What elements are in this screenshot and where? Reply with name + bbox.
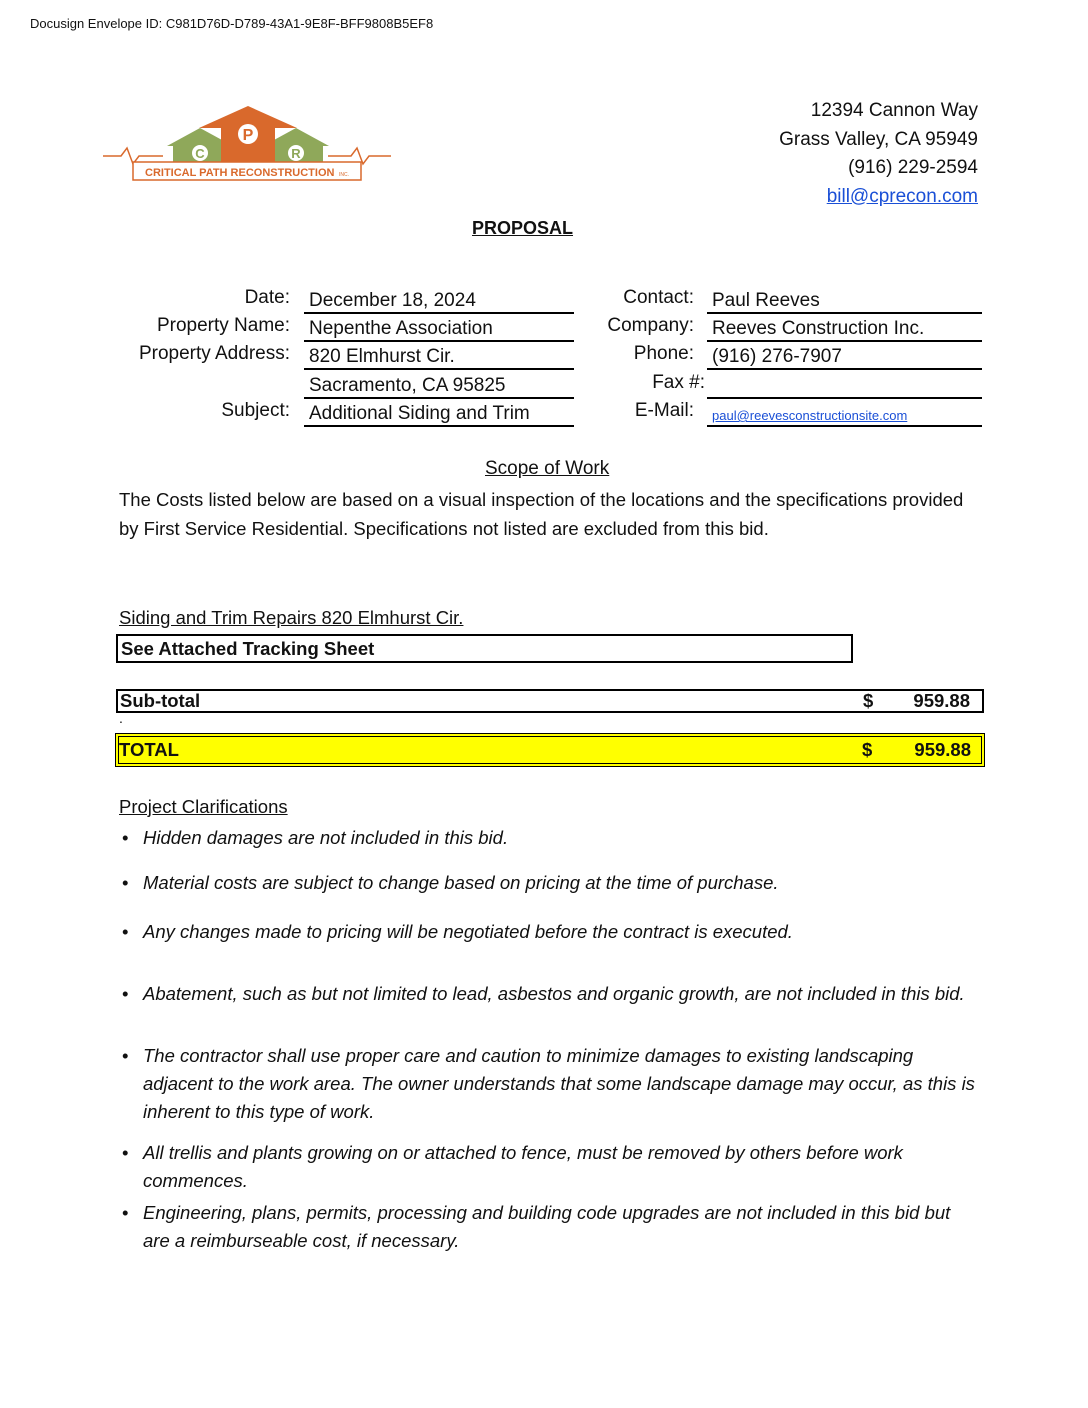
bullet-icon: • bbox=[122, 1045, 129, 1066]
logo-suffix: INC. bbox=[339, 172, 349, 178]
separator-dot: . bbox=[119, 710, 123, 726]
clarifications-title: Project Clarifications bbox=[119, 796, 288, 817]
contact-email-link[interactable]: paul@reevesconstructionsite.com bbox=[707, 400, 982, 427]
list-item bbox=[120, 824, 980, 852]
bullet-icon: • bbox=[122, 983, 129, 1004]
clarification-text: Material costs are subject to change based on pricing at the time of purchase. bbox=[143, 872, 779, 893]
fax-label: Fax #: bbox=[652, 372, 705, 393]
subtotal-currency: $ bbox=[863, 690, 874, 711]
clarification-text: The contractor shall use proper care and caution to minimize damages to existing landscaping adjacent to the work area. The owner understands that some landscape damage may occur, as this is inherent to this type of work. bbox=[143, 1045, 975, 1122]
list-item bbox=[120, 980, 980, 1008]
date-value: December 18, 2024 bbox=[304, 287, 574, 314]
total-currency: $ bbox=[862, 739, 873, 760]
total-amount: 959.88 bbox=[914, 739, 971, 760]
cpr-logo-graphic bbox=[103, 104, 393, 184]
subtotal-amount: 959.88 bbox=[913, 690, 970, 711]
subtotal-row bbox=[116, 689, 984, 713]
clarification-text: All trellis and plants growing on or attached to fence, must be removed by others before work commences. bbox=[143, 1142, 903, 1191]
envelope-id: Docusign Envelope ID: C981D76D-D789-43A1-9E8F-BFF9808B5EF8 bbox=[30, 16, 434, 31]
list-item bbox=[120, 1199, 980, 1255]
subject-label: Subject: bbox=[221, 400, 290, 421]
bullet-icon: • bbox=[122, 1142, 129, 1163]
subject-value: Additional Siding and Trim bbox=[304, 400, 574, 427]
list-item bbox=[120, 918, 980, 946]
scope-title: Scope of Work bbox=[485, 458, 610, 479]
company-address bbox=[779, 97, 978, 211]
bullet-icon: • bbox=[122, 1202, 129, 1223]
bullet-icon: • bbox=[122, 921, 129, 942]
company-value: Reeves Construction Inc. bbox=[707, 315, 982, 342]
company-city: Grass Valley, CA 95949 bbox=[779, 128, 978, 150]
property-city-value: Sacramento, CA 95825 bbox=[304, 372, 574, 399]
company-phone: (916) 229-2594 bbox=[848, 157, 978, 178]
scope-text: The Costs listed below are based on a visual inspection of the locations and the specifications provided by First Service Residential. Specifications not listed are excluded from this bid. bbox=[119, 489, 964, 539]
company-email-link[interactable]: bill@cprecon.com bbox=[826, 185, 978, 207]
phone-value: (916) 276-7907 bbox=[707, 343, 982, 370]
contact-label: Contact: bbox=[623, 287, 694, 308]
clarification-text: Any changes made to pricing will be negotiated before the contract is executed. bbox=[143, 921, 793, 942]
property-address-label: Property Address: bbox=[138, 343, 290, 364]
subtotal-label: Sub-total bbox=[120, 690, 201, 711]
date-label: Date: bbox=[244, 287, 290, 308]
clarification-text: Abatement, such as but not limited to lead, asbestos and organic growth, are not included in this bid. bbox=[143, 983, 965, 1004]
company-logo bbox=[103, 104, 393, 184]
section-title: Siding and Trim Repairs 820 Elmhurst Cir. bbox=[119, 607, 464, 628]
list-item bbox=[120, 869, 980, 897]
logo-letter-c: C bbox=[195, 146, 205, 161]
company-street: 12394 Cannon Way bbox=[810, 100, 978, 121]
total-row bbox=[115, 733, 985, 767]
fax-value bbox=[707, 372, 982, 399]
company-label: Company: bbox=[607, 315, 694, 336]
page-title: PROPOSAL bbox=[472, 218, 574, 238]
logo-letter-r: R bbox=[291, 146, 301, 161]
logo-letter-p: P bbox=[242, 127, 254, 144]
contact-value: Paul Reeves bbox=[707, 287, 982, 314]
bullet-icon: • bbox=[122, 827, 129, 848]
bullet-icon: • bbox=[122, 872, 129, 893]
list-item bbox=[120, 1139, 980, 1195]
property-name-label: Property Name: bbox=[156, 315, 290, 336]
phone-label: Phone: bbox=[633, 343, 694, 364]
email-label: E-Mail: bbox=[634, 400, 694, 421]
total-label: TOTAL bbox=[119, 739, 179, 760]
clarification-text: Engineering, plans, permits, processing and building code upgrades are not included in this bid but are a reimburseable cost, if necessary. bbox=[143, 1202, 951, 1251]
property-address-value: 820 Elmhurst Cir. bbox=[304, 343, 574, 370]
tracking-sheet-note: See Attached Tracking Sheet bbox=[116, 634, 853, 663]
logo-company-text: CRITICAL PATH RECONSTRUCTION bbox=[145, 167, 335, 179]
property-name-value: Nepenthe Association bbox=[304, 315, 574, 342]
clarification-text: Hidden damages are not included in this bid. bbox=[143, 827, 509, 848]
list-item bbox=[120, 1042, 980, 1126]
